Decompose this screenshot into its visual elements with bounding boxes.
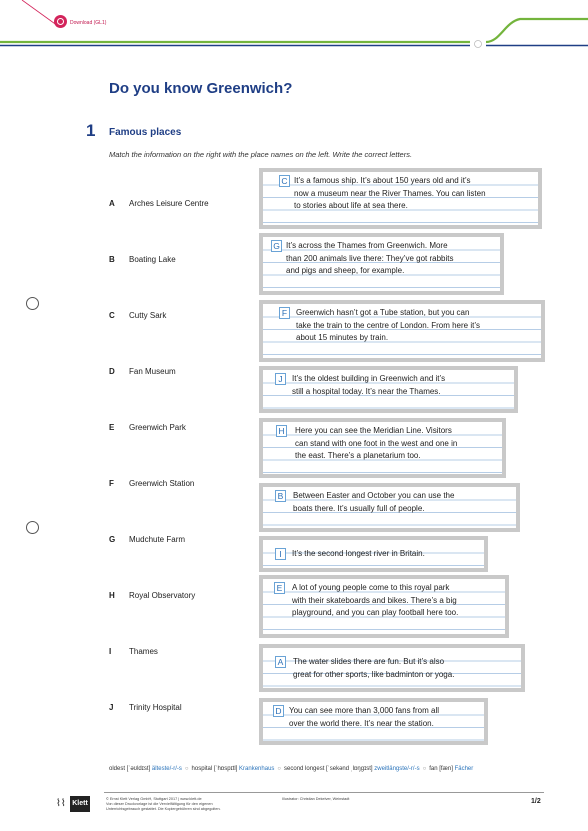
place-letter: B bbox=[109, 255, 115, 264]
punch-hole bbox=[26, 521, 39, 534]
info-card bbox=[259, 168, 542, 229]
place-item bbox=[109, 535, 185, 544]
legal-notice: © Ernst Klett Verlag GmbH, Stuttgart 2017 | www.klett.de Von dieser Druckvorlage ist die Vervielfältigung für den eigenen Unterrichtsgebrauch gestattet. Die Kopiergebühren sind abgegolten. bbox=[106, 797, 221, 811]
answer-box[interactable]: B bbox=[275, 490, 286, 502]
vocab-en: hospital [ˈhɒspɪtl] bbox=[191, 766, 238, 772]
place-letter: A bbox=[109, 199, 115, 208]
answer-box[interactable]: F bbox=[279, 307, 290, 319]
separator-circle-icon: ○ bbox=[422, 766, 427, 772]
info-card bbox=[259, 575, 509, 638]
place-name: Greenwich Station bbox=[129, 479, 195, 488]
info-card bbox=[259, 418, 506, 478]
place-item bbox=[109, 367, 176, 376]
info-card bbox=[259, 366, 518, 413]
place-item bbox=[109, 255, 176, 264]
info-card bbox=[259, 233, 504, 295]
place-letter: G bbox=[109, 535, 116, 544]
card-text: It’s the second longest river in Britain. bbox=[292, 549, 425, 558]
place-name: Thames bbox=[129, 647, 158, 656]
place-item bbox=[109, 423, 186, 432]
place-letter: C bbox=[109, 311, 115, 320]
place-item bbox=[109, 311, 166, 320]
vocab-en: second longest [ˈsekənd ˌlɒŋgɪst] bbox=[284, 766, 373, 772]
punch-hole bbox=[26, 297, 39, 310]
logo-text: Klett bbox=[70, 796, 90, 812]
vocab-en: fan [fæn] bbox=[429, 766, 453, 772]
footer-divider bbox=[104, 792, 544, 793]
place-letter: E bbox=[109, 423, 115, 432]
place-item bbox=[109, 479, 194, 488]
header-band bbox=[0, 0, 588, 60]
answer-box[interactable]: G bbox=[271, 240, 282, 252]
answer-box[interactable]: I bbox=[275, 548, 286, 560]
exercise-instruction: Match the information on the right with the place names on the left. Write the correct letters. bbox=[109, 150, 413, 159]
card-text: Here you can see the Meridian Line. Visitors can stand with one foot in the west and one in the east. There’s a planetarium too. bbox=[295, 426, 458, 460]
exercise-title: Famous places bbox=[109, 127, 182, 138]
place-item bbox=[109, 647, 158, 656]
globe-icon bbox=[54, 15, 67, 28]
vocab-en: oldest [ˈəʊldɪst] bbox=[109, 766, 151, 772]
answer-box[interactable]: A bbox=[275, 656, 286, 668]
card-text: It’s across the Thames from Greenwich. More than 200 animals live there: They’ve got rabbits and pigs and sheep, for example. bbox=[286, 241, 454, 275]
answer-box[interactable]: C bbox=[279, 175, 290, 187]
download-label[interactable]: Download (GL1) bbox=[70, 20, 107, 26]
info-card bbox=[259, 536, 488, 572]
place-name: Boating Lake bbox=[129, 255, 176, 264]
page-title: Do you know Greenwich? bbox=[109, 80, 293, 97]
place-item bbox=[109, 199, 209, 208]
separator-circle-icon: ○ bbox=[184, 766, 189, 772]
card-text: A lot of young people come to this royal park with their skateboards and bikes. There’s a big playground, and you can play football here too. bbox=[292, 583, 459, 617]
answer-box[interactable]: D bbox=[273, 705, 284, 717]
place-letter: D bbox=[109, 367, 115, 376]
card-text: Between Easter and October you can use the boats there. It’s usually full of people. bbox=[293, 491, 455, 513]
info-card bbox=[259, 644, 525, 692]
place-name: Royal Observatory bbox=[129, 591, 196, 600]
vocab-de: älteste/-r/-s bbox=[151, 766, 182, 772]
place-name: Fan Museum bbox=[129, 367, 176, 376]
place-letter: I bbox=[109, 647, 112, 656]
place-letter: F bbox=[109, 479, 114, 488]
place-item bbox=[109, 591, 195, 600]
page-number: 1/2 bbox=[531, 798, 541, 805]
card-text: The water slides there are fun. But it’s also great for other sports, like badminton or yoga. bbox=[293, 657, 455, 679]
info-card bbox=[259, 698, 488, 745]
place-name: Mudchute Farm bbox=[129, 535, 186, 544]
vocab-de: Fächer bbox=[454, 766, 474, 772]
place-name: Trinity Hospital bbox=[129, 703, 182, 712]
answer-box[interactable]: H bbox=[276, 425, 287, 437]
card-text: Greenwich hasn’t got a Tube station, but you can take the train to the centre of London. From here it’s about 15 minutes by train. bbox=[296, 308, 480, 342]
card-text: It’s the oldest building in Greenwich and it’s still a hospital today. It’s near the Thames. bbox=[292, 374, 446, 396]
vocab-de: zweitlängste/-r/-s bbox=[374, 766, 420, 772]
place-item bbox=[109, 703, 182, 712]
info-card bbox=[259, 483, 520, 532]
vocabulary-line bbox=[109, 766, 473, 772]
illustrator-credit: Illustrator: Christian Dekelver, Weinstadt bbox=[282, 797, 350, 801]
klett-mark-icon: ⌇⌇ bbox=[56, 798, 66, 809]
place-letter: H bbox=[109, 591, 115, 600]
klett-logo bbox=[54, 796, 90, 812]
answer-box[interactable]: E bbox=[274, 582, 285, 594]
card-text: It’s a famous ship. It’s about 150 years old and it’s now a museum near the River Thames. You can listen to stories about life at sea there. bbox=[294, 176, 486, 210]
place-name: Greenwich Park bbox=[129, 423, 186, 432]
separator-circle-icon: ○ bbox=[277, 766, 282, 772]
vocab-de: Krankenhaus bbox=[239, 766, 275, 772]
place-name: Cutty Sark bbox=[129, 311, 167, 320]
answer-box[interactable]: J bbox=[275, 373, 286, 385]
card-text: You can see more than 3,000 fans from all over the world there. It’s near the station. bbox=[289, 706, 440, 728]
info-card bbox=[259, 300, 545, 362]
place-letter: J bbox=[109, 703, 114, 712]
exercise-number: 1 bbox=[86, 121, 96, 140]
place-name: Arches Leisure Centre bbox=[129, 199, 209, 208]
